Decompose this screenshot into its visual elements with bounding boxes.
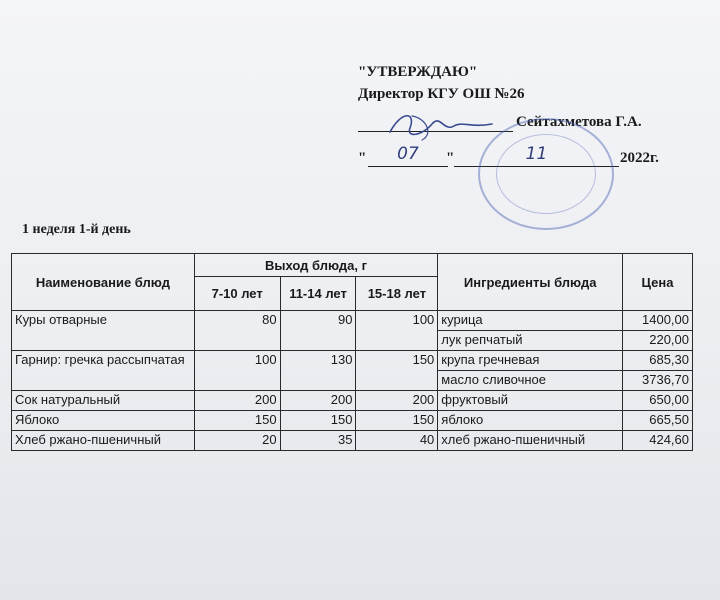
approval-title: "УТВЕРЖДАЮ": [358, 64, 478, 80]
header-age-11-14: 11-14 лет: [280, 277, 356, 311]
table-row: [12, 311, 693, 331]
date-open-quote: ": [358, 150, 367, 166]
dish-output-15-18: 150: [356, 351, 438, 391]
ingredient-price: 665,50: [623, 411, 693, 431]
handwritten-signature: [382, 106, 532, 146]
dish-output-11-14: 130: [280, 351, 356, 391]
ingredient-name: крупа гречневая: [438, 351, 623, 371]
dish-output-7-10: 80: [194, 311, 280, 351]
ingredient-name: фруктовый: [438, 391, 623, 411]
ingredient-price: 685,30: [623, 351, 693, 371]
ingredient-price: 1400,00: [623, 311, 693, 331]
header-dish-name: Наименование блюд: [12, 254, 195, 311]
header-age-7-10: 7-10 лет: [194, 277, 280, 311]
dish-output-11-14: 150: [280, 411, 356, 431]
dish-name: Куры отварные: [12, 311, 195, 351]
ingredient-price: 3736,70: [623, 371, 693, 391]
dish-output-15-18: 150: [356, 411, 438, 431]
dish-name: Гарнир: гречка рассыпчатая: [12, 351, 195, 391]
date-close-quote: ": [446, 150, 455, 166]
header-output: Выход блюда, г: [194, 254, 438, 277]
ingredient-name: курица: [438, 311, 623, 331]
dish-name: Яблоко: [12, 411, 195, 431]
header-age-15-18: 15-18 лет: [356, 277, 438, 311]
menu-table: [11, 253, 693, 451]
dish-output-7-10: 150: [194, 411, 280, 431]
table-row: [12, 431, 693, 451]
dish-output-11-14: 90: [280, 311, 356, 351]
table-row: [12, 411, 693, 431]
dish-name: Хлеб ржано-пшеничный: [12, 431, 195, 451]
ingredient-name: яблоко: [438, 411, 623, 431]
dish-output-11-14: 200: [280, 391, 356, 411]
date-year: 2022г.: [620, 150, 659, 166]
table-row: [12, 391, 693, 411]
date-day: 07: [368, 144, 448, 167]
ingredient-price: 424,60: [623, 431, 693, 451]
dish-output-15-18: 40: [356, 431, 438, 451]
dish-output-7-10: 20: [194, 431, 280, 451]
dish-output-7-10: 100: [194, 351, 280, 391]
dish-output-15-18: 200: [356, 391, 438, 411]
ingredient-name: хлеб ржано-пшеничный: [438, 431, 623, 451]
header-price: Цена: [623, 254, 693, 311]
director-position: Директор КГУ ОШ №26: [358, 86, 525, 102]
ingredient-name: лук репчатый: [438, 331, 623, 351]
ingredient-price: 220,00: [623, 331, 693, 351]
dish-output-11-14: 35: [280, 431, 356, 451]
ingredient-name: масло сливочное: [438, 371, 623, 391]
table-row: [12, 351, 693, 371]
dish-output-7-10: 200: [194, 391, 280, 411]
header-ingredients: Ингредиенты блюда: [438, 254, 623, 311]
dish-output-15-18: 100: [356, 311, 438, 351]
week-day-label: 1 неделя 1-й день: [22, 222, 131, 237]
date-month: 11: [454, 144, 619, 167]
signatory-name: Сейтахметова Г.А.: [516, 114, 642, 130]
ingredient-price: 650,00: [623, 391, 693, 411]
dish-name: Сок натуральный: [12, 391, 195, 411]
